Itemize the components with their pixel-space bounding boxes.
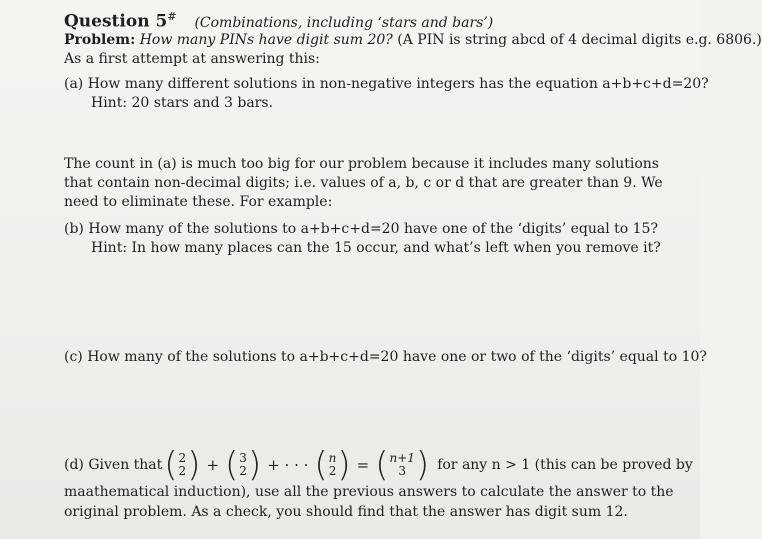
- problem-note: (A PIN is string abcd of 4 decimal digits e.g. 6806.): [397, 32, 762, 48]
- binom-2-2: ( 2 2 ): [164, 445, 201, 485]
- title-text: Question 5: [64, 11, 168, 32]
- hint-a: Hint: 20 stars and 3 bars.: [91, 95, 274, 111]
- part-b: (b) How many of the solutions to a+b+c+d=20 have one of the ‘digits’ equal to 15?: [64, 221, 658, 237]
- part-c: (c) How many of the solutions to a+b+c+d=20 have one or two of the ‘digits’ equal to 10?: [64, 349, 707, 365]
- title-marker: #: [167, 10, 177, 23]
- question-title: [64, 8, 493, 32]
- binom-3-2: ( 3 2 ): [225, 445, 262, 485]
- part-d-line-3: original problem. As a check, you should find that the answer has digit sum 12.: [64, 504, 628, 520]
- plus-sign: +: [206, 456, 220, 474]
- binom-n-2: ( n 2 ): [314, 445, 351, 485]
- part-d-formula-line: [64, 445, 693, 485]
- problem-text: How many PINs have digit sum 20?: [139, 32, 393, 48]
- binom-n1-3: ( n+1 3 ): [375, 445, 430, 485]
- part-a: (a) How many different solutions in non-negative integers has the equation a+b+c+d=20?: [64, 76, 709, 92]
- problem-label: Problem:: [64, 32, 136, 48]
- part-d-tail: for any n > 1 (this can be proved by: [437, 457, 693, 473]
- problem-statement: [64, 31, 762, 49]
- paragraph-count-explanation: The count in (a) is much too big for our problem because it includes many solutions that contain non-decimal digits; i.e. values of a, b, c or d that are greater than 9. We need to eliminate these. For example:: [64, 156, 663, 210]
- plus-dots: + · · ·: [267, 456, 309, 474]
- part-d-intro: (d) Given that: [64, 457, 163, 473]
- hint-b: Hint: In how many places can the 15 occur, and what’s left when you remove it?: [91, 240, 661, 256]
- first-attempt-text: As a first attempt at answering this:: [64, 51, 320, 67]
- title-subtitle: (Combinations, including ‘stars and bars’): [194, 14, 494, 31]
- equals-sign: =: [356, 456, 370, 474]
- part-d-line-2: maathematical induction), use all the previous answers to calculate the answer to the: [64, 484, 674, 500]
